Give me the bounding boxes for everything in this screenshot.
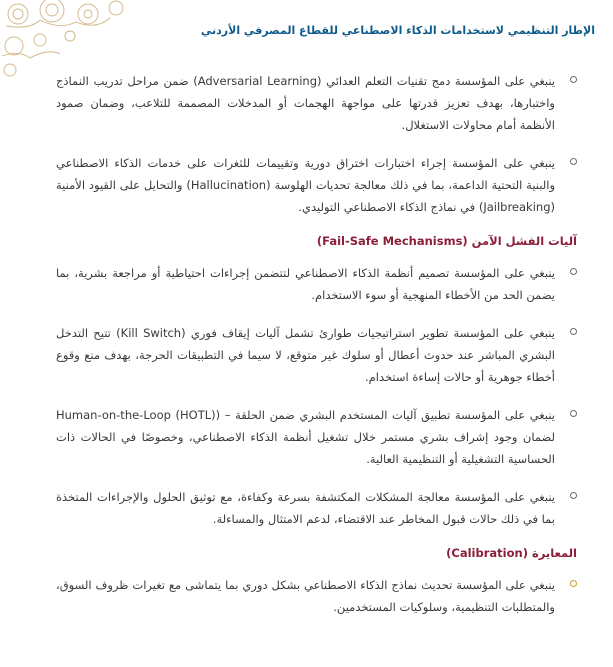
list-item-text: ينبغي على المؤسسة دمج تقنيات التعلم العدائي (Adversarial Learning) ضمن مراحل تدريب النماذج واختبارها، بهدف تعزيز قدرتها على مواجهة الهجمات أو المدخلات المصممة للتلاعب، وضمان صمود الأنظمة أمام محاولات الاستغلال. (56, 74, 556, 132)
list-item (56, 574, 577, 618)
section-heading-calibration: المعايرة (Calibration) (446, 546, 577, 560)
list-item (56, 486, 577, 530)
list-item (56, 322, 577, 388)
list-item (56, 152, 577, 218)
list-item-text: ينبغي على المؤسسة تصميم أنظمة الذكاء الاصطناعي لتتضمن إجراءات احتياطية أو مراجعة بشرية، بما يضمن الحد من الأخطاء المنهجية أو سوء الاستخدام. (56, 266, 555, 302)
bullet-circle-icon (570, 492, 577, 499)
bullet-circle-icon (570, 158, 577, 165)
document-body (56, 70, 577, 634)
list-item-text: ينبغي على المؤسسة إجراء اختبارات اختراق دورية وتقييمات للثغرات على خدمات الذكاء الاصطناعي والبنية التحتية الداعمة، بما في ذلك معالجة تحديات الهلوسة (Hallucination) والتحايل على القيود الأمنية (Jailbreaking) في نماذج الذكاء الاصطناعي التوليدي. (56, 156, 555, 214)
bullet-circle-icon (570, 76, 577, 83)
section-heading-failsafe: آليات الفشل الآمن (Fail-Safe Mechanisms) (316, 234, 577, 248)
bullet-circle-icon (570, 268, 577, 275)
list-item (56, 262, 577, 306)
bullet-circle-icon (570, 328, 577, 335)
list-item-text: ينبغي على المؤسسة تحديث نماذج الذكاء الاصطناعي بشكل دوري بما يتماشى مع تغيرات ظروف السوق، والمتطلبات التنظيمية، وسلوكيات المستخدمين. (56, 578, 555, 614)
document-header-title: الإطار التنظيمي لاستخدامات الذكاء الاصطناعي للقطاع المصرفي الأردني (200, 24, 595, 37)
list-item-text: ينبغي على المؤسسة تطوير استراتيجيات طوارئ تشمل آليات إيقاف فوري (Kill Switch) تتيح التدخل البشري المباشر عند حدوث أعطال أو سلوك غير متوقع، لا سيما في التطبيقات الحرجة، بهدف منع وقوع أخطاء جوهرية أو حالات إساءة استخدام. (56, 326, 555, 384)
list-item-text: ينبغي على المؤسسة تطبيق آليات المستخدم البشري ضمن الحلقة – (Human-on-the-Loop (HOTL) لضمان وجود إشراف بشري مستمر خلال تشغيل أنظمة الذكاء الاصطناعي، وخصوصًا في الحالات ذات الحساسية التشغيلية أو التنظيمية العالية. (56, 408, 555, 466)
list-item (56, 70, 577, 136)
list-item-text: ينبغي على المؤسسة معالجة المشكلات المكتشفة بسرعة وكفاءة، مع توثيق الحلول والإجراءات المتخذة بما في ذلك حالات قبول المخاطر عند الاقتضاء، لدعم الامتثال والمساءلة. (56, 490, 555, 526)
list-item (56, 404, 577, 470)
decorative-ornament (0, 0, 130, 80)
bullet-circle-icon (570, 580, 577, 587)
bullet-circle-icon (570, 410, 577, 417)
